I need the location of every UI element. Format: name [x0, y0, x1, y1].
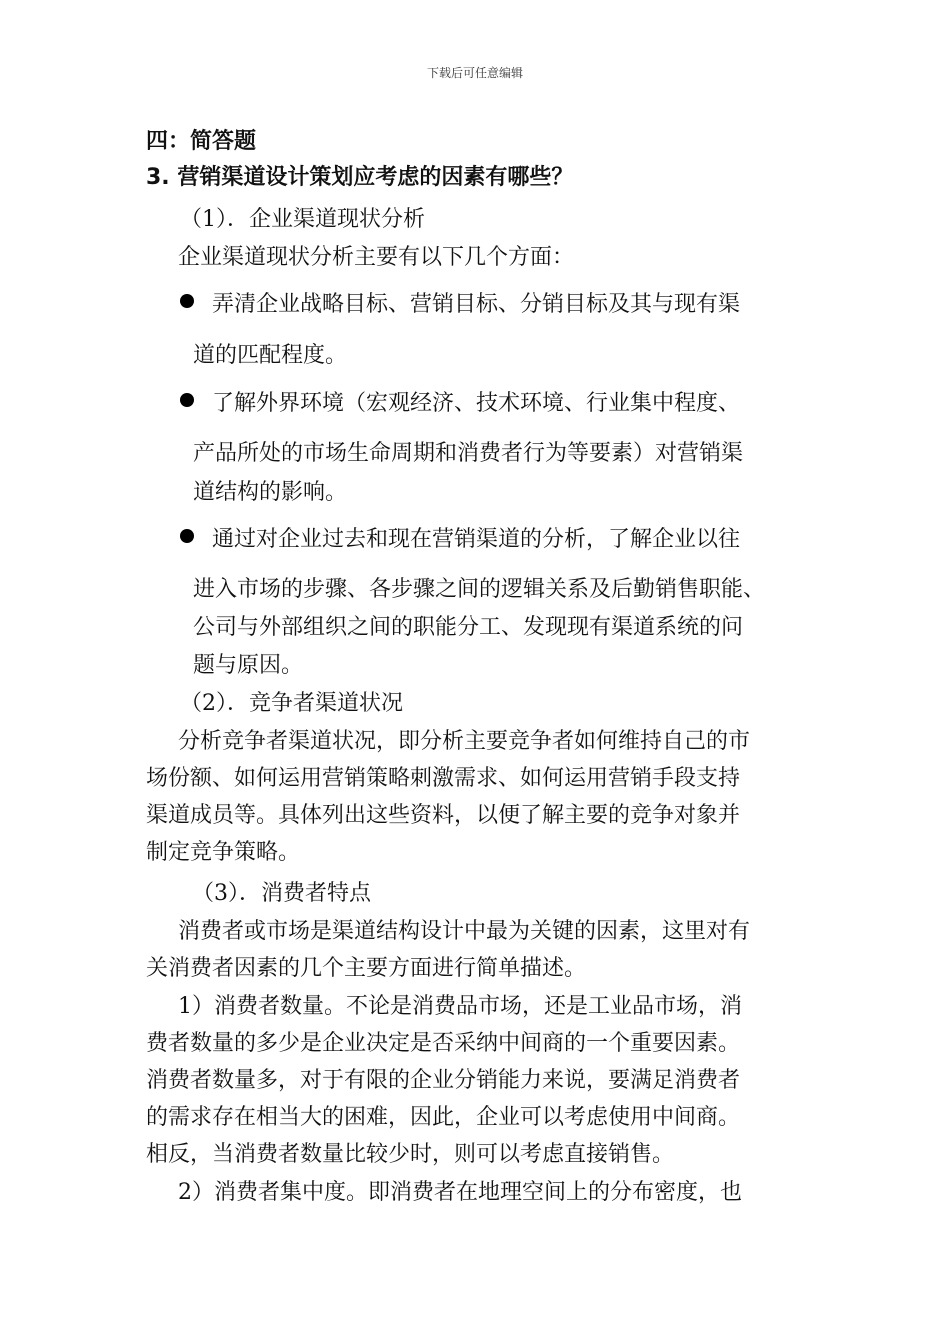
item1-line2: 费者数量的多少是企业决定是否采纳中间商的一个重要因素。	[146, 1031, 741, 1056]
bullet-icon	[180, 294, 194, 308]
item1-line1: 1）消费者数量。不论是消费品市场，还是工业品市场，消	[178, 994, 742, 1019]
question-title: 3. 营销渠道设计策划应考虑的因素有哪些？	[146, 165, 574, 190]
bullet3-line3: 公司与外部组织之间的职能分工、发现现有渠道系统的问	[193, 615, 744, 640]
item1-line3: 消费者数量多，对于有限的企业分销能力来说，要满足消费者	[146, 1068, 741, 1093]
item1-line4: 的需求存在相当大的困难，因此，企业可以考虑使用中间商。	[146, 1105, 741, 1130]
item1-line5: 相反，当消费者数量比较少时，则可以考虑直接销售。	[146, 1142, 675, 1167]
bullet-icon	[180, 393, 194, 407]
part3-intro-line2: 关消费者因素的几个主要方面进行简单描述。	[146, 956, 587, 981]
bullet2-line1: 了解外界环境（宏观经济、技术环境、行业集中程度、	[212, 391, 741, 416]
page-header-note: 下载后可任意编辑	[426, 66, 523, 80]
bullet3-line1: 通过对企业过去和现在营销渠道的分析，了解企业以往	[212, 527, 741, 552]
part3-intro-line1: 消费者或市场是渠道结构设计中最为关键的因素，这里对有	[178, 919, 751, 944]
bullet1-line2: 道的匹配程度。	[193, 343, 348, 368]
part1-heading: （1）．企业渠道现状分析	[180, 207, 425, 232]
bullet2-line3: 道结构的影响。	[193, 480, 348, 505]
part2-line4: 制定竞争策略。	[146, 840, 301, 865]
bullet2-line2: 产品所处的市场生命周期和消费者行为等要素）对营销渠	[193, 441, 744, 466]
part1-intro: 企业渠道现状分析主要有以下几个方面：	[178, 245, 575, 270]
bullet1-line1: 弄清企业战略目标、营销目标、分销目标及其与现有渠	[212, 292, 741, 317]
section-title: 四：简答题	[146, 129, 257, 154]
item2-line1: 2）消费者集中度。即消费者在地理空间上的分布密度，也	[178, 1180, 742, 1205]
bullet-icon	[180, 529, 194, 543]
part2-line1: 分析竞争者渠道状况，即分析主要竞争者如何维持自己的市	[178, 729, 751, 754]
part3-heading: （3）．消费者特点	[192, 881, 371, 906]
bullet3-line4: 题与原因。	[193, 653, 304, 678]
bullet3-line2: 进入市场的步骤、各步骤之间的逻辑关系及后勤销售职能、	[193, 577, 766, 602]
part2-line2: 场份额、如何运用营销策略刺激需求、如何运用营销手段支持	[146, 766, 741, 791]
part2-heading: （2）．竞争者渠道状况	[180, 691, 403, 716]
part2-line3: 渠道成员等。具体列出这些资料，以便了解主要的竞争对象并	[146, 803, 741, 828]
